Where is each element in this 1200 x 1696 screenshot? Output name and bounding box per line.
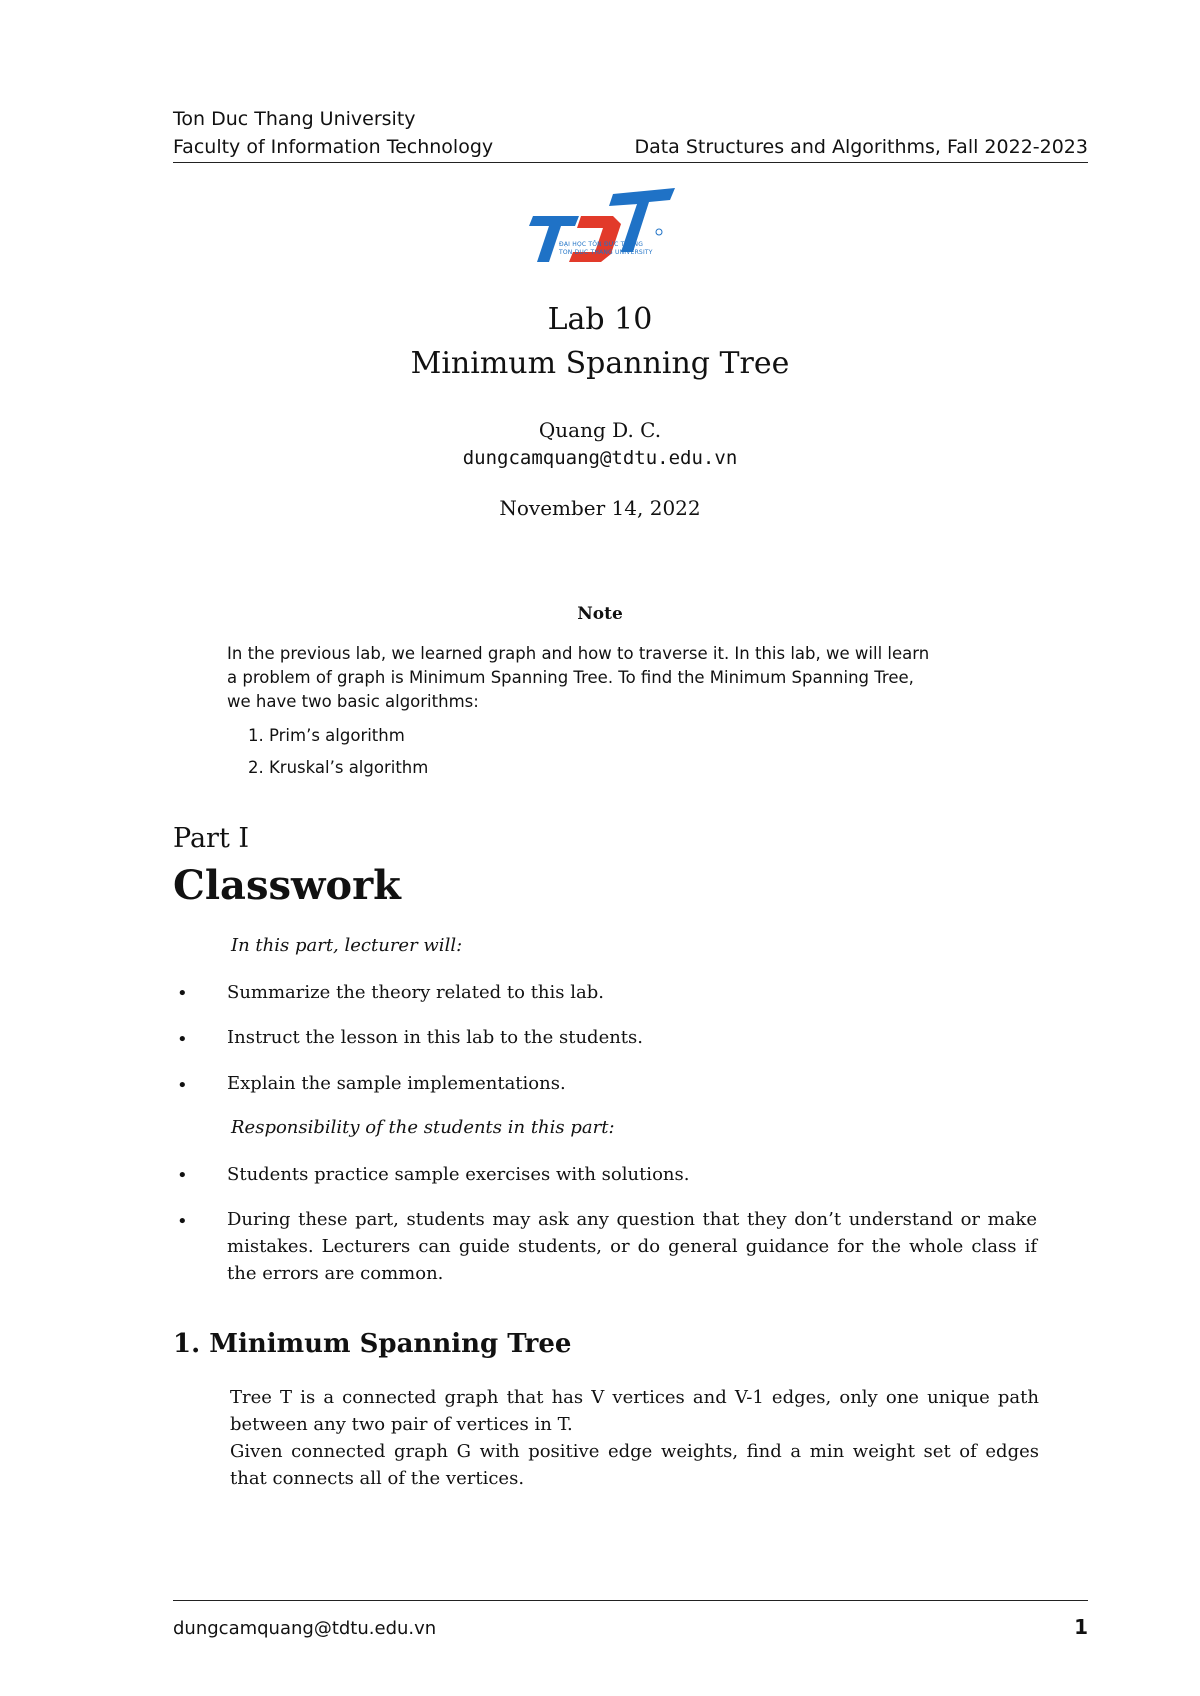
section-paragraph-1: Tree T is a connected graph that has V vertices and V-1 edges, only one unique path between any two pair of vertices in T. xyxy=(230,1387,1039,1435)
section-heading: 1. Minimum Spanning Tree xyxy=(173,1329,572,1359)
student-item: Students practice sample exercises with solutions. xyxy=(227,1164,690,1185)
note-item-kruskal: 2. Kruskal’s algorithm xyxy=(248,758,429,777)
note-line-1: In the previous lab, we learned graph and how to traverse it. In this lab, we will learn xyxy=(227,644,930,663)
footer-rule xyxy=(173,1600,1088,1601)
header-course: Data Structures and Algorithms, Fall 2022-2023 xyxy=(634,136,1088,158)
bullet-icon: • xyxy=(177,1165,188,1186)
note-item-prim: 1. Prim’s algorithm xyxy=(248,726,405,745)
lab-topic: Minimum Spanning Tree xyxy=(410,346,790,381)
university-logo xyxy=(525,180,685,270)
part-title: Classwork xyxy=(173,862,401,909)
note-line-2: a problem of graph is Minimum Spanning Tree. To find the Minimum Spanning Tree, xyxy=(227,668,914,687)
header-faculty: Faculty of Information Technology xyxy=(173,136,494,158)
footer-email: dungcamquang@tdtu.edu.vn xyxy=(173,1618,437,1639)
logo-tagline-2: TON DUC THANG UNIVERSITY xyxy=(559,249,653,256)
author-email: dungcamquang@tdtu.edu.vn xyxy=(462,447,738,469)
bullet-icon: • xyxy=(177,1029,188,1050)
note-line-3: we have two basic algorithms: xyxy=(227,692,479,711)
logo-tagline-1: ĐẠI HỌC TÔN ĐỨC THẮNG xyxy=(559,241,644,248)
lab-number: Lab 10 xyxy=(547,302,653,337)
author-name: Quang D. C. xyxy=(538,418,662,442)
student-item: During these part, students may ask any question that they don’t understand or make mistakes. Lecturers can guide students, or do general guidance for the whole class if the errors are common. xyxy=(227,1209,1037,1284)
lecturer-item: Instruct the lesson in this lab to the students. xyxy=(227,1027,644,1048)
note-heading: Note xyxy=(577,604,623,624)
header-rule xyxy=(173,162,1088,163)
note-body xyxy=(227,642,987,714)
bullet-icon: • xyxy=(177,1075,188,1096)
page-number: 1 xyxy=(1074,1615,1088,1639)
part-label: Part I xyxy=(173,823,250,854)
section-paragraph-2: Given connected graph G with positive edge weights, find a min weight set of edges that connects all of the vertices. xyxy=(230,1441,1039,1489)
bullet-icon: • xyxy=(177,983,188,1004)
header-university: Ton Duc Thang University xyxy=(173,108,416,130)
document-date: November 14, 2022 xyxy=(499,496,701,520)
student-intro: Responsibility of the students in this part: xyxy=(231,1117,615,1138)
bullet-icon: • xyxy=(177,1211,188,1232)
lecturer-item: Summarize the theory related to this lab. xyxy=(227,982,604,1003)
lecturer-intro: In this part, lecturer will: xyxy=(231,935,463,956)
lecturer-item: Explain the sample implementations. xyxy=(227,1073,566,1094)
